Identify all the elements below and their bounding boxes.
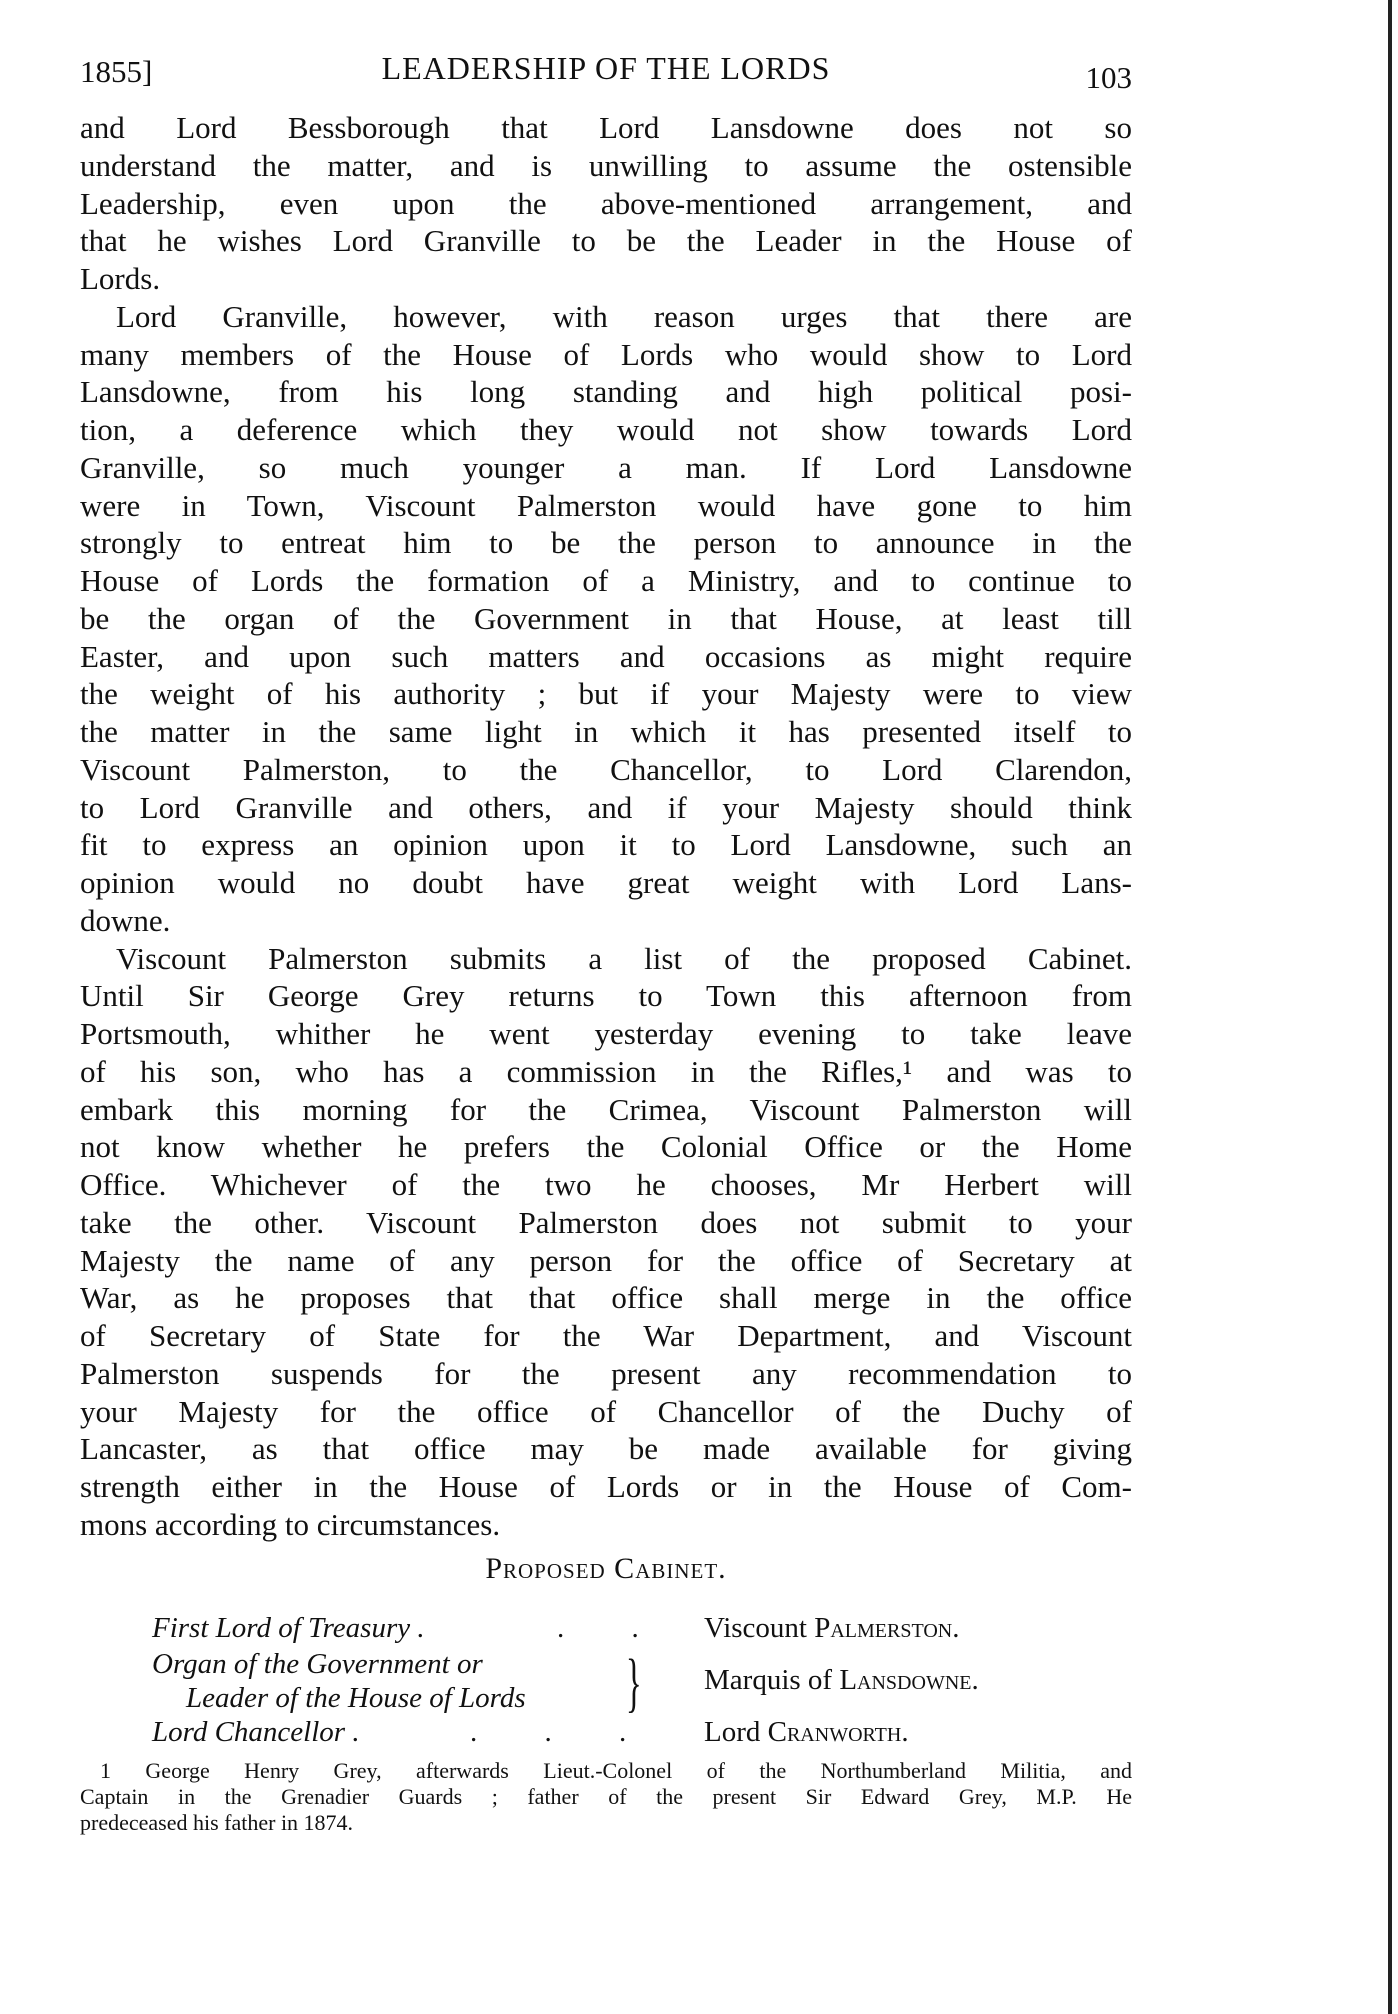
holder-surname: Lansdowne. — [839, 1664, 979, 1696]
holder-title: Lord — [704, 1716, 761, 1748]
text-line: many members of the House of Lords who would show to Lord — [80, 336, 1132, 372]
text-line: Portsmouth, whither he went yesterday evening to take leave — [80, 1016, 1132, 1051]
text-line: take the other. Viscount Palmerston does not submit to your — [80, 1204, 1132, 1240]
holder-surname: Cranworth. — [767, 1716, 909, 1748]
text-line: embark this morning for the Crimea, Viscount Palmerston will — [80, 1091, 1132, 1127]
holder-cranworth — [704, 1716, 909, 1749]
text-line: strength either in the House of Lords or in the House of Com- — [80, 1469, 1132, 1504]
text-line: Office. Whichever of the two he chooses, Mr Herbert will — [80, 1167, 1132, 1202]
text-line: Viscount Palmerston, to the Chancellor, to Lord Clarendon, — [80, 751, 1132, 787]
footnote — [80, 1758, 1132, 1836]
office: Lord Chancellor . — [152, 1716, 360, 1748]
holder-lansdowne — [704, 1664, 979, 1697]
text-line: of his son, who has a commission in the Rifles,¹ and was to — [80, 1053, 1132, 1089]
holder-surname: Palmerston. — [814, 1612, 960, 1644]
cabinet-row-organ — [152, 1648, 483, 1681]
text-line: of Secretary of State for the War Department, and Viscount — [80, 1318, 1132, 1353]
cabinet-heading: Proposed Cabinet. — [485, 1552, 727, 1585]
text-line: Granville, so much younger a man. If Lord Lansdowne — [80, 449, 1132, 485]
text-line: Majesty the name of any person for the office of Secretary at — [80, 1242, 1132, 1278]
cabinet-row-chancellor — [152, 1716, 657, 1749]
office: Leader of the House of Lords — [186, 1682, 526, 1714]
text-line: Leadership, even upon the above-mentioned arrangement, and — [80, 185, 1132, 221]
holder-title: Marquis of — [704, 1664, 833, 1696]
text-line: fit to express an opinion upon it to Lord Lansdowne, such an — [80, 827, 1132, 863]
page-edge — [1388, 0, 1392, 2014]
text-line: War, as he proposes that that office shall merge in the office — [80, 1280, 1132, 1316]
text-line: mons according to circumstances. — [80, 1506, 501, 1542]
footnote-line: Captain in the Grenadier Guards ; father of the present Sir Edward Grey, M.P. He — [80, 1784, 1132, 1809]
page-number: 103 — [1085, 60, 1132, 95]
text-line: opinion would no doubt have great weight with Lord Lans- — [80, 865, 1132, 900]
text-line: Until Sir George Grey returns to Town this afternoon from — [80, 978, 1132, 1014]
text-line: not know whether he prefers the Colonial Office or the Home — [80, 1129, 1132, 1165]
text-line: to Lord Granville and others, and if your Majesty should think — [80, 789, 1132, 825]
office: First Lord of Treasury . — [152, 1612, 425, 1644]
text-line: downe. — [80, 902, 171, 938]
running-header — [80, 50, 1132, 94]
holder-title: Viscount — [704, 1612, 807, 1644]
text-line: the matter in the same light in which it has presented itself to — [80, 714, 1132, 749]
text-line: understand the matter, and is unwilling to assume the ostensible — [80, 147, 1132, 183]
text-line: your Majesty for the office of Chancellor of the Duchy of — [80, 1393, 1132, 1429]
text-line: Lord Granville, however, with reason urges that there are — [116, 298, 1132, 334]
text-line: Viscount Palmerston submits a list of the proposed Cabinet. — [116, 940, 1132, 976]
brace: } — [625, 1646, 642, 1719]
office: Organ of the Government or — [152, 1648, 483, 1680]
text-line: were in Town, Viscount Palmerston would have gone to him — [80, 487, 1132, 523]
text-line: that he wishes Lord Granville to be the Leader in the House of — [80, 223, 1132, 259]
leader-dots: . . — [557, 1612, 669, 1644]
header-title: LEADERSHIP OF THE LORDS — [381, 50, 831, 86]
text-line: Lansdowne, from his long standing and high political posi- — [80, 374, 1132, 410]
header-year: 1855] — [80, 54, 153, 89]
holder-palmerston — [704, 1612, 959, 1645]
text-line: Palmerston suspends for the present any recommendation to — [80, 1355, 1132, 1391]
text-line: be the organ of the Government in that House, at least till — [80, 600, 1132, 636]
text-line: Lords. — [80, 261, 161, 296]
text-line: the weight of his authority ; but if your Majesty were to view — [80, 676, 1132, 712]
text-line: tion, a deference which they would not show towards Lord — [80, 412, 1132, 447]
text-line: House of Lords the formation of a Ministry, and to continue to — [80, 563, 1132, 598]
leader-dots: . . . — [470, 1716, 657, 1748]
cabinet-row-treasury — [152, 1612, 669, 1645]
footnote-line: predeceased his father in 1874. — [80, 1810, 354, 1835]
text-line: and Lord Bessborough that Lord Lansdowne does not so — [80, 110, 1132, 145]
body-text — [80, 109, 1132, 1544]
footnote-line: 1 George Henry Grey, afterwards Lieut.-Colonel of the Northumberland Militia, and — [100, 1758, 1132, 1783]
text-line: strongly to entreat him to be the person to announce in the — [80, 525, 1132, 561]
text-line: Lancaster, as that office may be made available for giving — [80, 1431, 1132, 1467]
cabinet-row-organ-cont — [186, 1682, 526, 1715]
text-line: Easter, and upon such matters and occasions as might require — [80, 638, 1132, 674]
